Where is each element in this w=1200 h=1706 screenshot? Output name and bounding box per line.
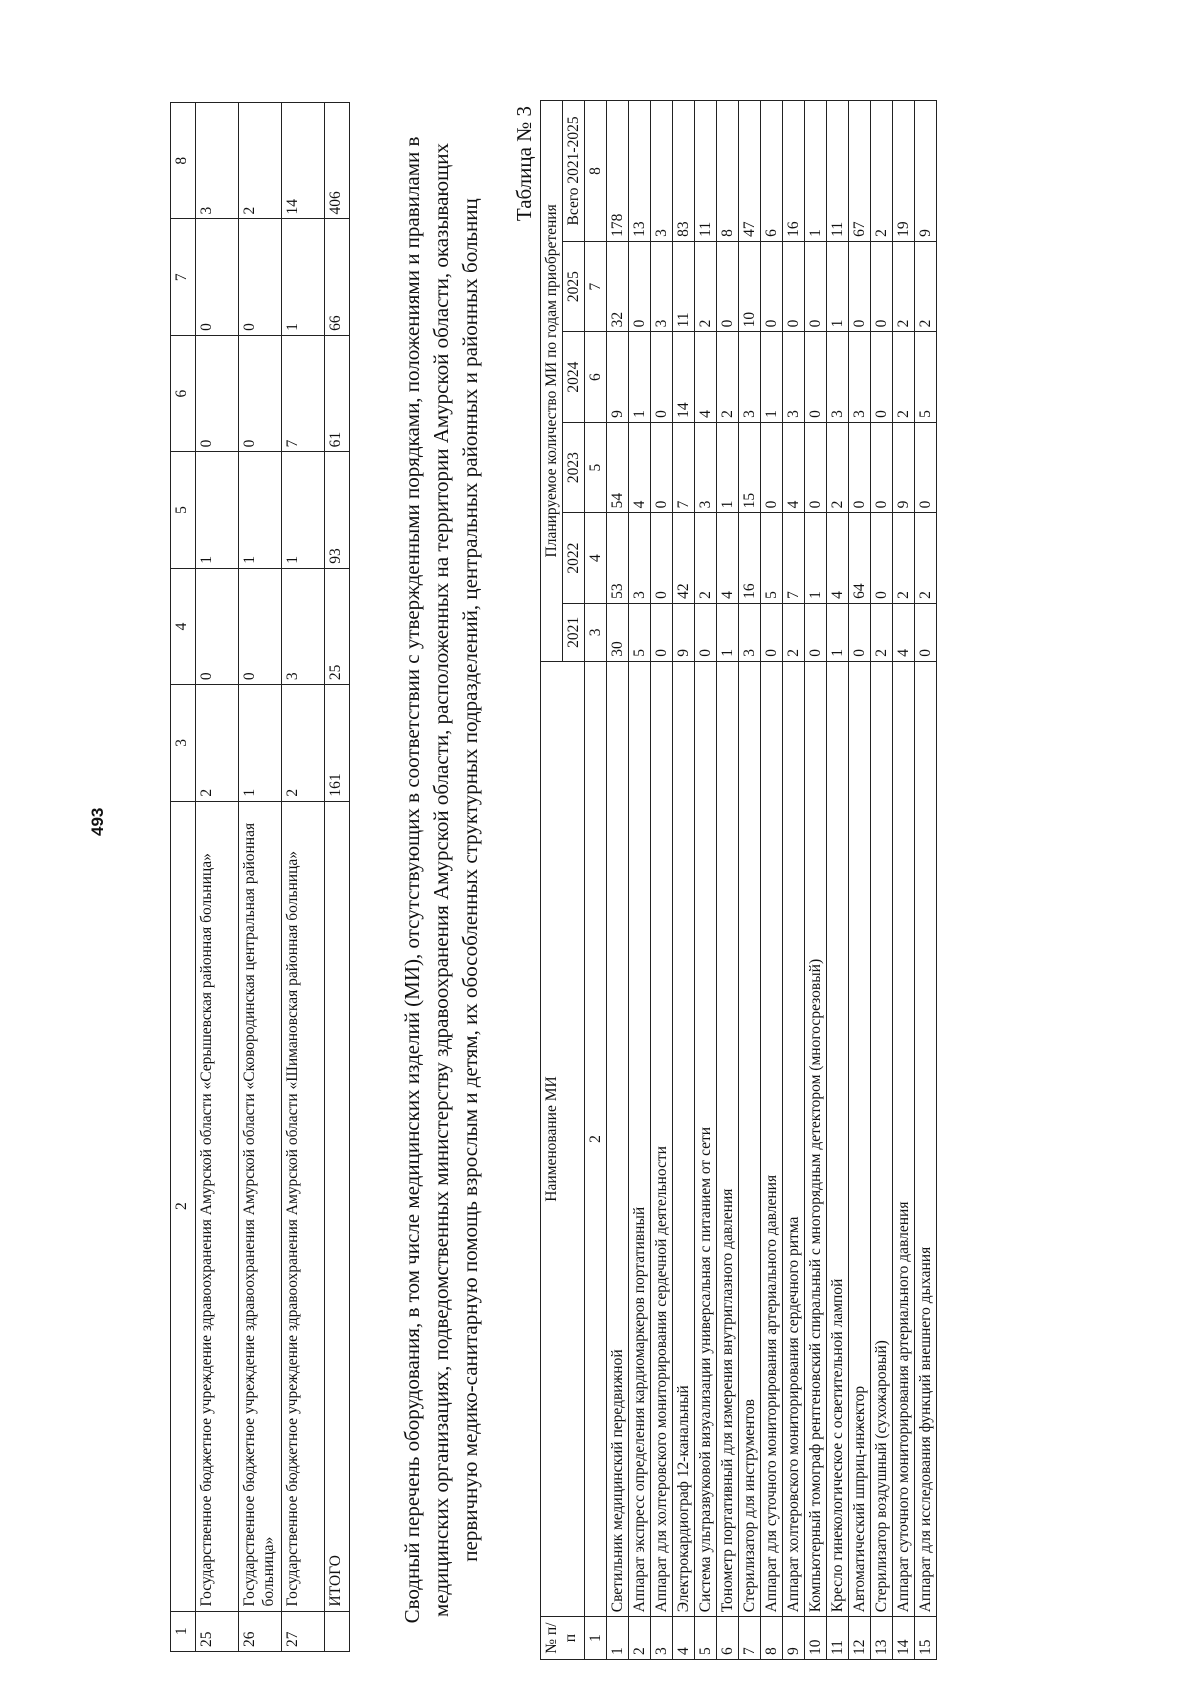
equipment-name-cell: Система ультразвуковой визуализации универсальная с питанием от сети: [695, 661, 717, 1617]
value-cell: 3: [651, 101, 673, 242]
column-number-cell: 3: [585, 603, 607, 661]
value-cell: 2: [871, 603, 893, 661]
value-cell: 9: [673, 603, 695, 661]
value-cell: 47: [739, 101, 761, 242]
table-row: [629, 101, 651, 1660]
total-value-cell: 93: [325, 452, 350, 568]
value-cell: 10: [739, 241, 761, 332]
value-cell: 0: [805, 603, 827, 661]
total-value-cell: 61: [325, 335, 350, 451]
row-number-cell: 5: [695, 1617, 717, 1660]
value-cell: 1: [717, 422, 739, 513]
value-cell: 1: [282, 452, 325, 568]
value-cell: 0: [871, 513, 893, 604]
document-heading: Сводный перечень оборудования, в том числе медицинских изделий (МИ), отсутствующих в соответствии с утвержденными порядками, положениями и правилами в медицинских организациях, подведомственных министерству здравоохранения Амурской области, расположенных на территории Амурской области, оказывающих первичную медико-санитарную помощь взрослым и детям, их обособленных структурных подразделений, центральных районных и районных больниц: [400, 136, 482, 1624]
equipment-name-cell: Аппарат холтеровского мониторирования сердечного ритма: [783, 661, 805, 1617]
table-row: [893, 101, 915, 1660]
value-cell: 1: [282, 219, 325, 335]
header-total-years: Всего 2021-2025: [563, 101, 585, 242]
value-cell: 0: [196, 219, 239, 335]
value-cell: 2: [871, 101, 893, 242]
value-cell: 3: [739, 332, 761, 423]
equipment-name-cell: Аппарат для исследования функций внешнего дыхания: [915, 661, 937, 1617]
value-cell: 0: [629, 241, 651, 332]
value-cell: 32: [607, 241, 629, 332]
value-cell: 1: [805, 513, 827, 604]
column-number-cell: 5: [171, 452, 196, 568]
row-number-cell: 2: [629, 1617, 651, 1660]
value-cell: 1: [717, 603, 739, 661]
table-row: [915, 101, 937, 1660]
page-number: 493: [88, 807, 107, 836]
value-cell: 1: [239, 452, 282, 568]
value-cell: 4: [695, 332, 717, 423]
equipment-name-cell: Аппарат для суточного мониторирования артериального давления: [761, 661, 783, 1617]
value-cell: 8: [717, 101, 739, 242]
value-cell: 3: [651, 241, 673, 332]
column-number-cell: 2: [585, 661, 607, 1617]
value-cell: 4: [629, 422, 651, 513]
value-cell: 1: [239, 685, 282, 801]
row-number-cell: 25: [196, 1611, 239, 1651]
value-cell: 0: [871, 332, 893, 423]
total-empty-cell: [325, 1611, 350, 1651]
value-cell: 0: [651, 513, 673, 604]
header-year: 2021: [563, 603, 585, 661]
value-cell: 0: [239, 219, 282, 335]
value-cell: 7: [673, 422, 695, 513]
row-number-cell: 9: [783, 1617, 805, 1660]
table-row: [673, 101, 695, 1660]
column-number-cell: 6: [585, 332, 607, 423]
row-number-cell: 11: [827, 1617, 849, 1660]
table-row: [783, 101, 805, 1660]
table-label: Таблица № 3: [512, 106, 536, 222]
value-cell: 53: [607, 513, 629, 604]
value-cell: 0: [717, 241, 739, 332]
equipment-name-cell: Тонометр портативный для измерения внутриглазного давления: [717, 661, 739, 1617]
header-year: 2022: [563, 513, 585, 604]
value-cell: 2: [695, 241, 717, 332]
total-value-cell: 161: [325, 685, 350, 801]
value-cell: 2: [196, 685, 239, 801]
value-cell: 0: [849, 241, 871, 332]
row-number-cell: 6: [717, 1617, 739, 1660]
value-cell: 9: [607, 332, 629, 423]
row-number-cell: 15: [915, 1617, 937, 1660]
equipment-name-cell: Аппарат для холтеровского мониторирования сердечной деятельности: [651, 661, 673, 1617]
table-row: [827, 101, 849, 1660]
total-value-cell: 25: [325, 568, 350, 684]
equipment-name-cell: Аппарат суточного мониторирования артериального давления: [893, 661, 915, 1617]
column-number-cell: 3: [171, 685, 196, 801]
header-name: Наименование МИ: [541, 661, 585, 1617]
column-number-row: [171, 103, 196, 1652]
column-number-cell: 7: [171, 219, 196, 335]
table-row: [695, 101, 717, 1660]
row-number-cell: 3: [651, 1617, 673, 1660]
row-number-cell: 27: [282, 1611, 325, 1651]
value-cell: 83: [673, 101, 695, 242]
value-cell: 2: [893, 513, 915, 604]
equipment-name-cell: Электрокардиограф 12-канальный: [673, 661, 695, 1617]
equipment-name-cell: Автоматический шприц-инжектор: [849, 661, 871, 1617]
value-cell: 9: [915, 101, 937, 242]
value-cell: 0: [849, 603, 871, 661]
value-cell: 0: [805, 422, 827, 513]
row-number-cell: 8: [761, 1617, 783, 1660]
value-cell: 0: [239, 335, 282, 451]
value-cell: 16: [783, 101, 805, 242]
value-cell: 0: [783, 241, 805, 332]
value-cell: 2: [893, 241, 915, 332]
institution-name-cell: Государственное бюджетное учреждение здравоохранения Амурской области «Серышевская районная больница»: [196, 801, 239, 1611]
value-cell: 3: [629, 513, 651, 604]
row-number-cell: 14: [893, 1617, 915, 1660]
table-row: [717, 101, 739, 1660]
value-cell: 11: [673, 241, 695, 332]
table-row: [871, 101, 893, 1660]
column-number-cell: 4: [585, 513, 607, 604]
header-year: 2025: [563, 241, 585, 332]
equipment-name-cell: Аппарат экспресс определения кардиомаркеров портативный: [629, 661, 651, 1617]
row-number-cell: 7: [739, 1617, 761, 1660]
table-row: [651, 101, 673, 1660]
value-cell: 0: [805, 332, 827, 423]
value-cell: 0: [871, 422, 893, 513]
value-cell: 2: [717, 332, 739, 423]
value-cell: 0: [849, 422, 871, 513]
value-cell: 19: [893, 101, 915, 242]
value-cell: 2: [695, 513, 717, 604]
value-cell: 11: [827, 101, 849, 242]
value-cell: 14: [282, 103, 325, 219]
row-number-cell: 4: [673, 1617, 695, 1660]
column-number-cell: 6: [171, 335, 196, 451]
total-row: [325, 103, 350, 1652]
value-cell: 11: [695, 101, 717, 242]
value-cell: 1: [761, 332, 783, 423]
value-cell: 0: [651, 603, 673, 661]
value-cell: 4: [827, 513, 849, 604]
value-cell: 0: [761, 603, 783, 661]
value-cell: 2: [893, 332, 915, 423]
value-cell: 64: [849, 513, 871, 604]
value-cell: 1: [629, 332, 651, 423]
column-number-cell: 7: [585, 241, 607, 332]
value-cell: 1: [827, 241, 849, 332]
value-cell: 0: [761, 241, 783, 332]
row-number-cell: 10: [805, 1617, 827, 1660]
header-number: № п/п: [541, 1617, 585, 1660]
column-number-cell: 4: [171, 568, 196, 684]
rotated-page-content: [170, 100, 1170, 1660]
value-cell: 5: [761, 513, 783, 604]
row-number-cell: 1: [607, 1617, 629, 1660]
total-value-cell: 66: [325, 219, 350, 335]
value-cell: 6: [761, 101, 783, 242]
value-cell: 15: [739, 422, 761, 513]
value-cell: 2: [783, 603, 805, 661]
value-cell: 0: [651, 332, 673, 423]
value-cell: 2: [915, 513, 937, 604]
value-cell: 14: [673, 332, 695, 423]
value-cell: 3: [827, 332, 849, 423]
equipment-name-cell: Кресло гинекологическое с осветительной лампой: [827, 661, 849, 1617]
row-number-cell: 12: [849, 1617, 871, 1660]
value-cell: 0: [915, 422, 937, 513]
value-cell: 42: [673, 513, 695, 604]
table-row: [282, 103, 325, 1652]
table-row: [739, 101, 761, 1660]
value-cell: 0: [871, 241, 893, 332]
total-label-cell: ИТОГО: [325, 801, 350, 1611]
value-cell: 2: [827, 422, 849, 513]
value-cell: 3: [695, 422, 717, 513]
row-number-cell: 26: [239, 1611, 282, 1651]
value-cell: 0: [239, 568, 282, 684]
table-row: [239, 103, 282, 1652]
value-cell: 7: [282, 335, 325, 451]
value-cell: 0: [196, 335, 239, 451]
value-cell: 4: [717, 513, 739, 604]
value-cell: 5: [629, 603, 651, 661]
value-cell: 3: [196, 103, 239, 219]
header-planned-group: Планируемое количество МИ по годам приобретения: [541, 101, 563, 662]
equipment-name-cell: Светильник медицинский передвижной: [607, 661, 629, 1617]
header-year: 2023: [563, 422, 585, 513]
column-number-cell: 2: [171, 801, 196, 1611]
column-number-row: [585, 101, 607, 1660]
value-cell: 13: [629, 101, 651, 242]
value-cell: 9: [893, 422, 915, 513]
value-cell: 67: [849, 101, 871, 242]
value-cell: 1: [805, 101, 827, 242]
value-cell: 0: [805, 241, 827, 332]
value-cell: 7: [783, 513, 805, 604]
value-cell: 5: [915, 332, 937, 423]
column-number-cell: 8: [585, 101, 607, 242]
value-cell: 0: [915, 603, 937, 661]
value-cell: 3: [282, 568, 325, 684]
value-cell: 2: [915, 241, 937, 332]
value-cell: 1: [196, 452, 239, 568]
value-cell: 178: [607, 101, 629, 242]
equipment-name-cell: Компьютерный томограф рентгеновский спиральный с многорядным детектором (многосрезовый): [805, 661, 827, 1617]
value-cell: 54: [607, 422, 629, 513]
table-row: [196, 103, 239, 1652]
column-number-cell: 1: [585, 1617, 607, 1660]
value-cell: 3: [783, 332, 805, 423]
row-number-cell: 13: [871, 1617, 893, 1660]
column-number-cell: 8: [171, 103, 196, 219]
equipment-table: [540, 100, 937, 1660]
column-number-cell: 5: [585, 422, 607, 513]
value-cell: 1: [827, 603, 849, 661]
institution-name-cell: Государственное бюджетное учреждение здравоохранения Амурской области «Сковородинская центральная районная больница»: [239, 801, 282, 1611]
institution-name-cell: Государственное бюджетное учреждение здравоохранения Амурской области «Шимановская районная больница»: [282, 801, 325, 1611]
header-year: 2024: [563, 332, 585, 423]
value-cell: 2: [239, 103, 282, 219]
table-row: [849, 101, 871, 1660]
table-row: [607, 101, 629, 1660]
value-cell: 3: [849, 332, 871, 423]
value-cell: 4: [893, 603, 915, 661]
value-cell: 16: [739, 513, 761, 604]
value-cell: 4: [783, 422, 805, 513]
equipment-name-cell: Стерилизатор для инструментов: [739, 661, 761, 1617]
value-cell: 0: [695, 603, 717, 661]
value-cell: 30: [607, 603, 629, 661]
table-row: [761, 101, 783, 1660]
value-cell: 2: [282, 685, 325, 801]
value-cell: 0: [761, 422, 783, 513]
value-cell: 3: [739, 603, 761, 661]
table-row: [805, 101, 827, 1660]
total-value-cell: 406: [325, 103, 350, 219]
value-cell: 0: [196, 568, 239, 684]
table-continued: [170, 102, 350, 1652]
column-number-cell: 1: [171, 1611, 196, 1651]
value-cell: 0: [651, 422, 673, 513]
equipment-name-cell: Стерилизатор воздушный (сухожаровый): [871, 661, 893, 1617]
